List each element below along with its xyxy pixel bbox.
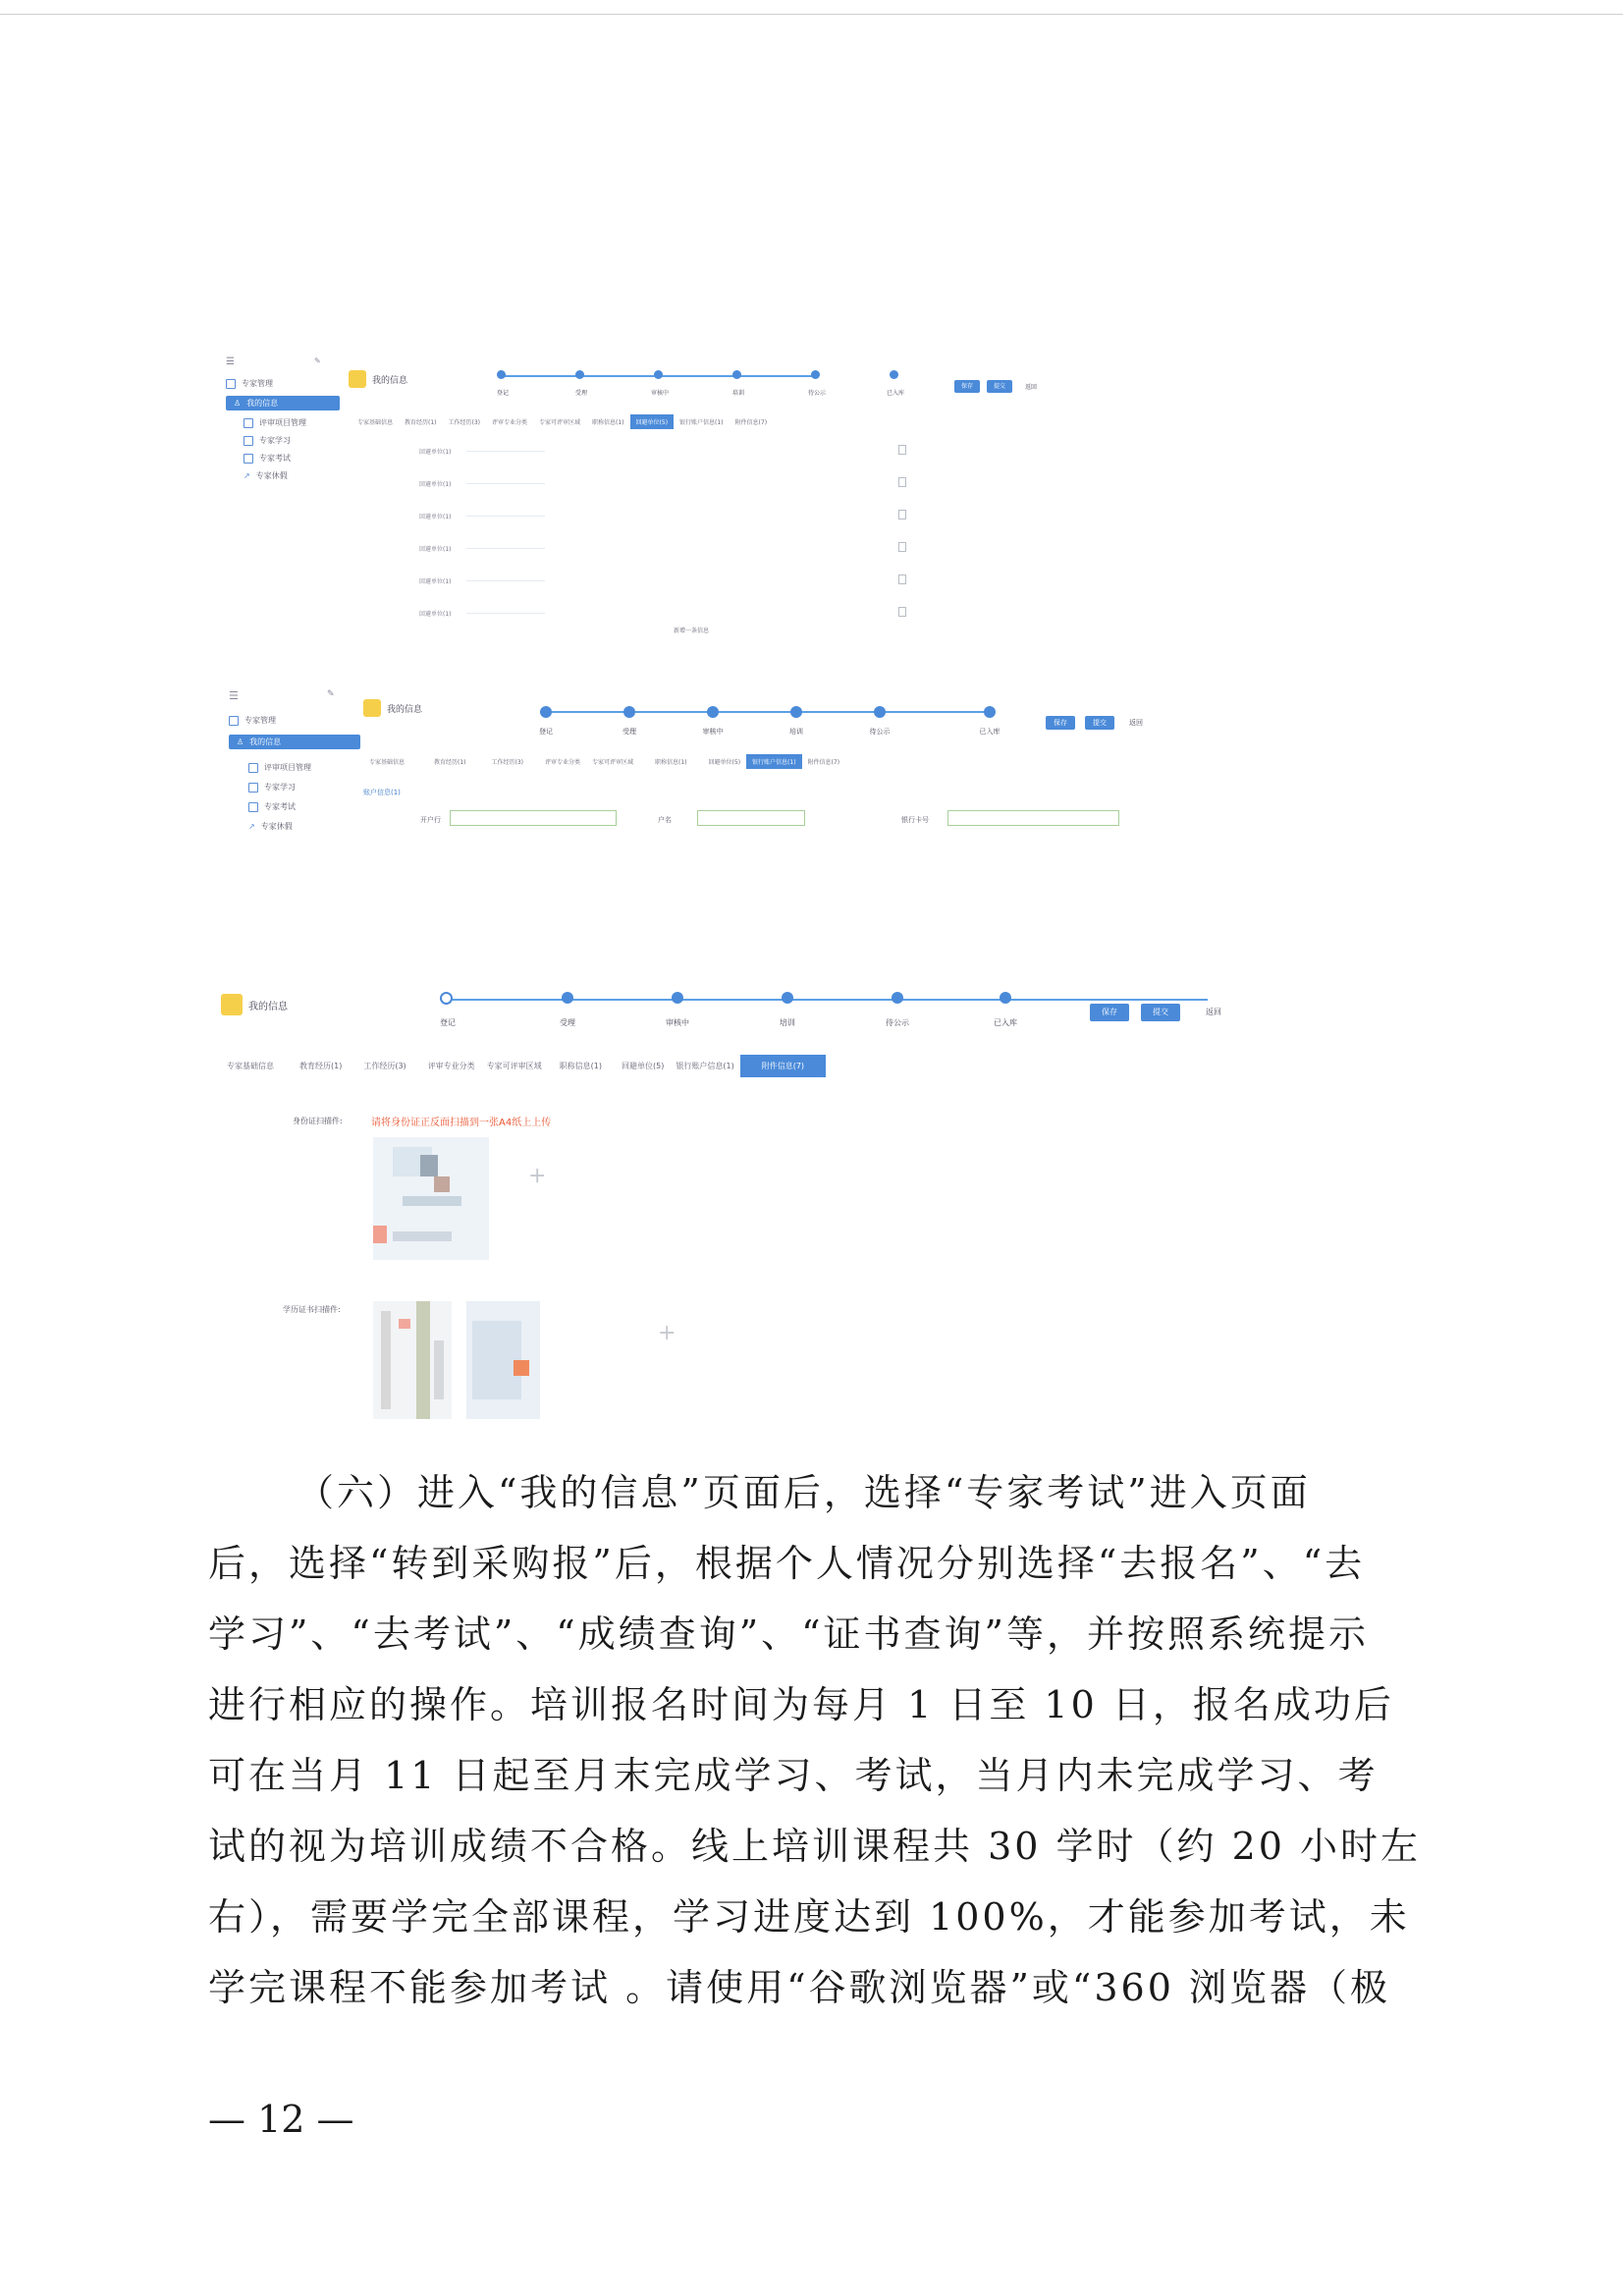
sidebar-section[interactable]: 专家管理 [226,378,273,389]
tab-bank[interactable]: 银行账户信息(1) [676,1062,734,1070]
step-label: 审核中 [666,1018,689,1027]
id-scan-hint: 请将身份证正反面扫描到一张A4纸上上传 [371,1118,552,1128]
field-label-card: 银行卡号 [901,816,929,824]
step-dot [623,706,635,718]
step-label: 待公示 [869,728,891,736]
row-label: 回避单位(1) [419,481,452,488]
row-value [466,451,545,452]
step-dot [440,992,453,1005]
edu-cert-thumbnail-1[interactable] [373,1301,452,1419]
tab-work[interactable]: 工作经历(3) [363,1062,406,1070]
sidebar-item-review-projects[interactable]: 评审项目管理 [248,762,311,773]
row-value [466,548,545,549]
delete-icon[interactable] [898,542,906,552]
header-title: 我的信息 [387,704,423,715]
step-dot [1000,992,1011,1004]
submit-button[interactable]: 提交 [1085,716,1114,730]
step-dot [540,706,552,718]
step-dot [790,706,802,718]
calendar-icon [243,418,253,428]
sidebar-item-leave[interactable]: ↗ 专家休假 [243,471,288,480]
sidebar-item-study[interactable]: 专家学习 [243,435,291,446]
tab-work[interactable]: 工作经历(3) [491,759,524,766]
row-value [466,516,545,517]
tab-education[interactable]: 教育经历(1) [299,1062,343,1070]
header-title: 我的信息 [248,1001,288,1012]
tab-avoid-units[interactable]: 回避单位(5) [708,759,741,766]
step-label: 受理 [574,390,588,397]
tab-attachments[interactable]: 附件信息(7) [740,1055,826,1077]
step-dot [497,370,506,379]
tab-basic-info[interactable]: 专家基础信息 [369,759,406,766]
page-number: — 12 — [208,2098,354,2141]
tab-work[interactable]: 工作经历(3) [448,419,481,426]
card-number-input[interactable] [947,810,1119,826]
tab-avoid-units[interactable]: 回避单位(5) [630,414,675,429]
paragraph-line: 右），需要学完全部课程，学习进度达到 100%，才能参加考试，未 [208,1895,1410,1939]
delete-icon[interactable] [898,445,906,455]
step-dot [892,992,903,1004]
tab-education[interactable]: 教育经历(1) [405,419,437,426]
add-row-link[interactable]: 新增一条信息 [674,628,710,634]
step-dot [874,706,886,718]
edu-cert-thumbnail-2[interactable] [466,1301,540,1419]
field-label-bank: 开户行 [420,816,441,824]
sidebar-item-leave[interactable]: ↗ 专家休假 [248,822,293,831]
delete-icon[interactable] [898,607,906,617]
tab-bank[interactable]: 银行账户信息(1) [746,754,802,769]
back-link[interactable]: 返回 [1025,384,1038,391]
sidebar-item-my-info[interactable]: ♙ 我的信息 [226,396,340,410]
row-value [466,483,545,484]
delete-icon[interactable] [898,510,906,519]
step-dot [672,992,683,1004]
step-label: 培训 [789,728,803,736]
step-dot [575,370,584,379]
tab-region[interactable]: 专家可评审区域 [486,1062,542,1070]
menu-icon[interactable]: ☰ [226,356,235,367]
paragraph-line: （六）进入“我的信息”页面后，选择“专家考试”进入页面 [297,1471,1311,1514]
step-label: 待公示 [807,390,827,397]
folder-icon [226,379,236,389]
screenshot-3 [206,982,1286,1424]
step-label: 培训 [731,390,745,397]
row-label: 回避单位(1) [419,514,452,520]
delete-icon[interactable] [898,477,906,487]
edu-scan-label: 学历证书扫描件: [283,1305,341,1314]
id-scan-label: 身份证扫描件: [293,1117,343,1125]
sidebar-item-study[interactable]: 专家学习 [248,782,296,793]
tab-region[interactable]: 专家可评审区域 [592,759,634,766]
upload-plus-icon[interactable]: + [658,1321,676,1345]
screenshot-2 [206,687,1188,884]
submit-button[interactable]: 提交 [1141,1004,1180,1021]
save-button[interactable]: 保存 [1090,1004,1129,1021]
info-icon [349,370,366,388]
step-dot [707,706,719,718]
field-label-name: 户名 [658,816,672,824]
progress-line [545,711,992,713]
info-icon [221,994,243,1015]
leave-icon: ↗ [248,822,255,831]
step-label: 登记 [440,1018,456,1027]
row-label: 回避单位(1) [419,449,452,456]
step-label: 已入库 [994,1018,1017,1027]
tab-attachments[interactable]: 附件信息(7) [807,759,840,766]
tab-title[interactable]: 职称信息(1) [559,1062,603,1070]
screenshot-1 [206,349,1090,653]
step-dot [811,370,820,379]
step-dot [782,992,793,1004]
step-dot [984,706,996,718]
sidebar-item-my-info[interactable]: ♙ 我的信息 [229,735,360,749]
book-icon [243,436,253,446]
leave-icon: ↗ [243,471,250,480]
tab-education[interactable]: 教育经历(1) [434,759,466,766]
sidebar-section[interactable]: 专家管理 [229,715,276,726]
step-dot [562,992,573,1004]
tab-attachments[interactable]: 附件信息(7) [734,419,768,426]
step-label: 受理 [560,1018,575,1027]
section-label: 账户信息(1) [363,789,401,796]
row-label: 回避单位(1) [419,611,452,618]
paragraph-line: 学习”、“去考试”、“成绩查询”、“证书查询”等，并按照系统提示 [208,1613,1369,1656]
save-button[interactable]: 保存 [1046,716,1075,730]
step-label: 审核中 [702,728,724,736]
paragraph-line: 进行相应的操作。培训报名时间为每月 1 日至 10 日，报名成功后 [208,1683,1394,1726]
step-dot [654,370,663,379]
calendar-icon [248,763,258,773]
pin-icon[interactable]: ✎ [314,356,321,365]
tab-title[interactable]: 职称信息(1) [655,759,687,766]
tab-specialty[interactable]: 评审专业分类 [545,759,581,766]
tab-basic-info[interactable]: 专家基础信息 [357,419,394,426]
step-label: 待公示 [886,1018,909,1027]
account-name-input[interactable] [697,810,805,826]
menu-icon[interactable]: ☰ [229,689,239,702]
tab-specialty[interactable]: 评审专业分类 [427,1062,475,1070]
pin-icon[interactable]: ✎ [327,689,335,699]
body-paragraph [208,1457,1426,2023]
user-icon: ♙ [237,738,244,746]
exam-icon [243,454,253,464]
save-button[interactable]: 保存 [954,380,980,393]
scan-edge-line [0,14,1623,15]
paragraph-line: 可在当月 11 日起至月末完成学习、考试，当月内未完成学习、考 [208,1754,1379,1797]
folder-icon [229,716,239,726]
tab-title[interactable]: 职称信息(1) [592,419,624,426]
step-label: 登记 [496,390,510,397]
user-icon: ♙ [234,399,242,408]
tab-region[interactable]: 专家可评审区域 [539,419,581,426]
step-label: 登记 [539,728,553,736]
step-label: 受理 [622,728,636,736]
step-dot [732,370,741,379]
row-value [466,580,545,581]
delete-icon[interactable] [898,574,906,584]
row-label: 回避单位(1) [419,546,452,553]
tab-bank[interactable]: 银行账户信息(1) [679,419,724,426]
tab-avoid-units[interactable]: 回避单位(5) [622,1062,665,1070]
book-icon [248,783,258,793]
bank-input[interactable] [450,810,617,826]
sidebar-item-exam[interactable]: 专家考试 [248,801,296,812]
upload-plus-icon[interactable]: + [528,1164,547,1188]
back-link[interactable]: 返回 [1129,719,1143,727]
exam-icon [248,802,258,812]
back-link[interactable]: 返回 [1206,1008,1221,1016]
paragraph-line: 学完课程不能参加考试 。请使用“谷歌浏览器”或“360 浏览器（极 [208,1966,1390,2009]
header-title: 我的信息 [372,375,408,386]
tab-specialty[interactable]: 评审专业分类 [492,419,528,426]
paragraph-line: 后，选择“转到采购报”后，根据个人情况分别选择“去报名”、“去 [208,1542,1366,1585]
step-label: 已入库 [886,390,905,397]
step-label: 已入库 [979,728,1001,736]
id-card-thumbnail[interactable] [373,1137,489,1260]
info-icon [363,699,381,717]
paragraph-line: 试的视为培训成绩不合格。线上培训课程共 30 学时（约 20 小时左 [208,1825,1422,1868]
step-label: 审核中 [650,390,670,397]
row-label: 回避单位(1) [419,578,452,585]
submit-button[interactable]: 提交 [987,380,1012,393]
tab-basic-info[interactable]: 专家基础信息 [227,1062,274,1070]
row-value [466,613,545,614]
step-label: 培训 [780,1018,795,1027]
sidebar-item-exam[interactable]: 专家考试 [243,453,291,464]
sidebar-item-review-projects[interactable]: 评审项目管理 [243,417,306,428]
step-dot [890,370,898,379]
